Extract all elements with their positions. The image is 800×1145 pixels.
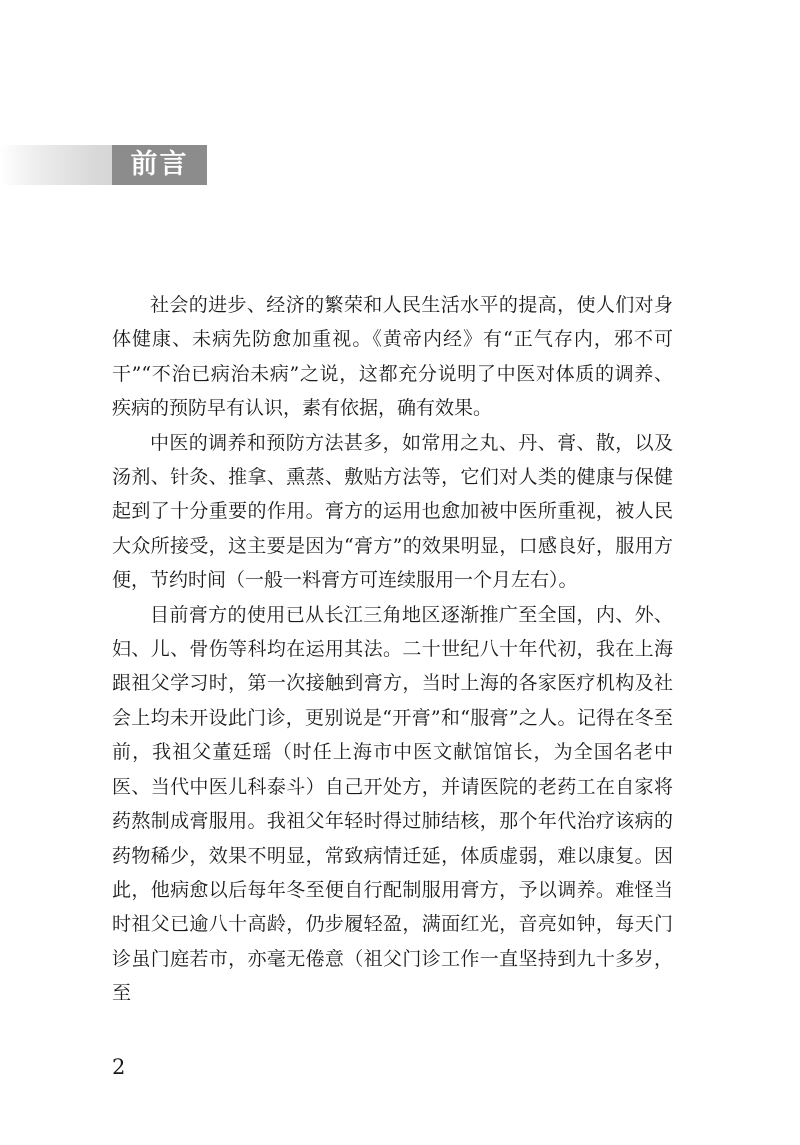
page-number: 2 bbox=[112, 1055, 126, 1079]
section-title-box bbox=[112, 145, 207, 185]
paragraph-3: 目前膏方的使用已从长江三角地区逐渐推广至全国，内、外、妇、儿、骨伤等科均在运用其法。二十世纪八十年代初，我在上海跟祖父学习时，第一次接触到膏方，当时上海的各家医疗机构及社会上均未开设此门诊，更别说是“开膏”和“服膏”之人。记得在冬至前，我祖父董廷瑶（时任上海市中医文献馆馆长，为全国名老中医、当代中医儿科泰斗）自己开处方，并请医院的老药工在自家将药熬制成膏服用。我祖父年轻时得过肺结核，那个年代治疗该病的药物稀少，效果不明显，常致病情迁延，体质虚弱，难以康复。因此，他病愈以后每年冬至便自行配制服用膏方，予以调养。难怪当时祖父已逾八十高龄，仍步履轻盈，满面红光，音亮如钟，每天门诊虽门庭若市，亦毫无倦意（祖父门诊工作一直坚持到九十多岁，至 bbox=[112, 603, 673, 1005]
body-text bbox=[112, 288, 673, 1011]
section-title: 前言 bbox=[130, 149, 189, 180]
paragraph-1: 社会的进步、经济的繁荣和人民生活水平的提高，使人们对身体健康、未病先防愈加重视。《黄帝内经》有“正气存内，邪不可干”“不治已病治未病”之说，这都充分说明了中医对体质的调养、疾病的预防早有认识，素有依据，确有效果。 bbox=[112, 294, 673, 420]
paragraph-2: 中医的调养和预防方法甚多，如常用之丸、丹、膏、散，以及汤剂、针灸、推拿、熏蒸、敷贴方法等，它们对人类的健康与保健起到了十分重要的作用。膏方的运用也愈加被中医所重视，被人民大众所接受，这主要是因为“膏方”的效果明显，口感良好，服用方便，节约时间（一般一料膏方可连续服用一个月左右）。 bbox=[112, 431, 673, 592]
